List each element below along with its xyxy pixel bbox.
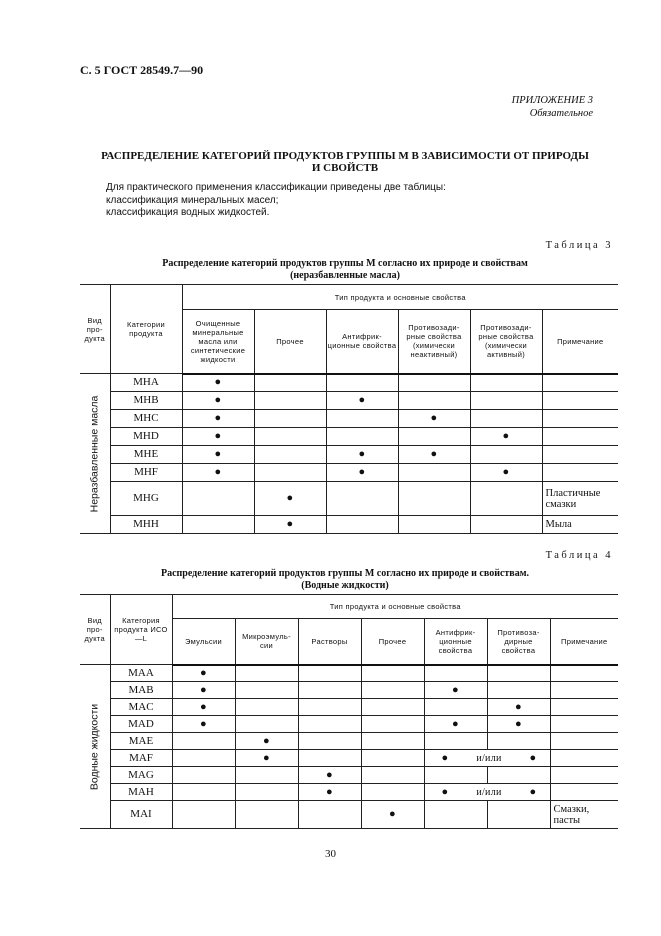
mark-cell	[172, 750, 235, 767]
mark-cell	[235, 733, 298, 750]
mark-cell-either	[424, 750, 550, 767]
mark-cell	[182, 410, 254, 428]
mark-cell	[298, 767, 361, 784]
column-header: Антифрик-ционные свойства	[326, 310, 398, 374]
mark-cell	[424, 699, 487, 716]
column-header: Противоза-дирные свойства	[487, 619, 550, 665]
note-cell	[550, 733, 618, 750]
column-header: Эмульсии	[172, 619, 235, 665]
table-row	[80, 374, 618, 392]
table-row	[80, 750, 618, 767]
column-header: Антифрик-ционные свойства	[424, 619, 487, 665]
table3-caption-line1: Распределение категорий продуктов группы М согласно их природе и свойствам	[162, 258, 528, 269]
mark-cell-either	[424, 784, 550, 801]
header-group: Тип продукта и основные свойства	[172, 595, 618, 619]
table-row	[80, 767, 618, 784]
document-title-line1: РАСПРЕДЕЛЕНИЕ КАТЕГОРИЙ ПРОДУКТОВ ГРУППЫ М В ЗАВИСИМОСТИ ОТ ПРИРОДЫ	[101, 150, 589, 162]
note-cell: Пластичные смазки	[542, 482, 618, 516]
mark-cell	[254, 446, 326, 464]
mark-cell	[172, 716, 235, 733]
mark-cell	[254, 516, 326, 534]
mark-cell	[182, 482, 254, 516]
mark-cell	[254, 410, 326, 428]
mark-cell	[254, 374, 326, 392]
column-header: Растворы	[298, 619, 361, 665]
intro-line: классификация минеральных масел;	[106, 194, 279, 206]
mark-cell	[298, 665, 361, 682]
mark-cell	[326, 446, 398, 464]
mark-cell	[470, 516, 542, 534]
category-code: MHC	[110, 410, 182, 428]
table3	[80, 284, 618, 534]
mark-cell	[254, 482, 326, 516]
column-header: Прочее	[254, 310, 326, 374]
either-conjunction: и/или	[476, 752, 502, 764]
mark-cell	[361, 716, 424, 733]
mark-cell	[326, 410, 398, 428]
header-category: Категории продукта	[110, 285, 182, 374]
note-cell	[542, 410, 618, 428]
mark-cell	[470, 428, 542, 446]
mark-cell	[235, 682, 298, 699]
table-row	[80, 516, 618, 534]
mark-cell	[172, 699, 235, 716]
note-cell	[542, 392, 618, 410]
mark-cell	[398, 446, 470, 464]
category-code: MHF	[110, 464, 182, 482]
mark-cell	[182, 374, 254, 392]
mark-cell	[182, 464, 254, 482]
header-product-kind: Вид про-дукта	[80, 285, 110, 374]
category-code: MAG	[110, 767, 172, 784]
intro-paragraph	[106, 182, 446, 220]
property-dot: ●	[286, 492, 294, 504]
product-group-label: Неразбавленные масла	[88, 395, 101, 512]
header-category: Категория продукта ИСО—L	[110, 595, 172, 665]
table-row	[80, 784, 618, 801]
table-row	[80, 716, 618, 733]
note-cell	[542, 374, 618, 392]
category-code: MHE	[110, 446, 182, 464]
mark-cell	[470, 464, 542, 482]
mark-cell	[235, 699, 298, 716]
mark-cell	[487, 699, 550, 716]
note-cell	[550, 699, 618, 716]
note-cell	[550, 784, 618, 801]
property-dot: ●	[502, 466, 510, 478]
property-dot: ●	[326, 768, 333, 781]
mark-cell	[487, 733, 550, 750]
category-code: MAH	[110, 784, 172, 801]
mark-cell	[172, 733, 235, 750]
category-code: MAF	[110, 750, 172, 767]
property-dot: ●	[529, 785, 537, 798]
note-cell	[550, 767, 618, 784]
mark-cell	[254, 392, 326, 410]
table3-label: Таблица 3	[545, 240, 613, 251]
note-cell	[550, 682, 618, 699]
mark-cell	[398, 374, 470, 392]
table4-caption-line1: Распределение категорий продуктов группы М согласно их природе и свойствам.	[160, 568, 530, 579]
column-header: Прочее	[361, 619, 424, 665]
mark-cell	[172, 767, 235, 784]
mark-cell	[235, 784, 298, 801]
mark-cell	[361, 682, 424, 699]
mark-cell	[298, 733, 361, 750]
category-code: MHG	[110, 482, 182, 516]
category-code: MAI	[110, 801, 172, 829]
property-dot: ●	[286, 518, 294, 530]
mark-cell	[487, 767, 550, 784]
mark-cell	[182, 392, 254, 410]
document-title	[80, 150, 610, 174]
column-header: Противозади-рные свойства (химически активный)	[470, 310, 542, 374]
mark-cell	[487, 682, 550, 699]
page-number: 30	[325, 848, 336, 860]
mark-cell	[424, 716, 487, 733]
category-code: MAB	[110, 682, 172, 699]
property-dot: ●	[214, 376, 222, 389]
property-dot: ●	[326, 785, 333, 798]
appendix-title: ПРИЛОЖЕНИЕ 3	[511, 95, 593, 106]
mark-cell	[398, 392, 470, 410]
mark-cell	[235, 750, 298, 767]
property-dot: ●	[263, 751, 270, 764]
document-title-line2: И СВОЙСТВ	[311, 162, 379, 174]
mark-cell	[298, 784, 361, 801]
mark-cell	[298, 801, 361, 829]
category-code: MHH	[110, 516, 182, 534]
mark-cell	[424, 665, 487, 682]
property-dot: ●	[263, 734, 270, 747]
note-cell: Смазки, пасты	[550, 801, 618, 829]
note-cell	[550, 750, 618, 767]
mark-cell	[361, 699, 424, 716]
property-dot: ●	[214, 466, 222, 478]
mark-cell	[326, 392, 398, 410]
mark-cell	[298, 699, 361, 716]
category-code: MAD	[110, 716, 172, 733]
mark-cell	[361, 784, 424, 801]
mark-cell	[235, 767, 298, 784]
mark-cell	[470, 446, 542, 464]
mark-cell	[235, 716, 298, 733]
category-code: MAA	[110, 665, 172, 682]
mark-cell	[424, 801, 487, 829]
mark-cell	[398, 428, 470, 446]
intro-line: классификация водных жидкостей.	[106, 207, 270, 218]
mark-cell	[172, 784, 235, 801]
mark-cell	[326, 464, 398, 482]
note-cell: Мыла	[542, 516, 618, 534]
column-header: Примечание	[542, 310, 618, 374]
mark-cell	[470, 410, 542, 428]
mark-cell	[487, 716, 550, 733]
mark-cell	[470, 482, 542, 516]
property-dot: ●	[452, 683, 459, 696]
either-marks	[426, 751, 549, 764]
mark-cell	[424, 767, 487, 784]
header-group: Тип продукта и основные свойства	[182, 285, 618, 310]
mark-cell	[172, 682, 235, 699]
mark-cell	[470, 374, 542, 392]
mark-cell	[424, 733, 487, 750]
mark-cell	[398, 516, 470, 534]
intro-line: Для практического применения классификации приведены две таблицы:	[106, 182, 446, 193]
property-dot: ●	[389, 808, 396, 820]
page-header: С. 5 ГОСТ 28549.7—90	[80, 63, 204, 77]
mark-cell	[398, 464, 470, 482]
table-row	[80, 801, 618, 829]
mark-cell	[298, 750, 361, 767]
table-row	[80, 665, 618, 682]
product-group-label: Водные жидкости	[88, 703, 101, 790]
mark-cell	[487, 801, 550, 829]
mark-cell	[361, 733, 424, 750]
table4	[80, 594, 618, 829]
mark-cell	[361, 801, 424, 829]
table-row	[80, 733, 618, 750]
mark-cell	[254, 464, 326, 482]
note-cell	[542, 446, 618, 464]
property-dot: ●	[529, 751, 537, 764]
mark-cell	[326, 428, 398, 446]
either-conjunction: и/или	[476, 786, 502, 798]
mark-cell	[182, 446, 254, 464]
mark-cell	[182, 516, 254, 534]
property-dot: ●	[358, 466, 366, 478]
mark-cell	[398, 410, 470, 428]
appendix-subtitle: Обязательное	[529, 108, 593, 119]
table-row	[80, 464, 618, 482]
mark-cell	[487, 665, 550, 682]
mark-cell	[298, 716, 361, 733]
property-dot: ●	[441, 785, 449, 798]
either-marks	[426, 785, 549, 798]
mark-cell	[235, 801, 298, 829]
property-dot: ●	[441, 751, 449, 764]
property-dot: ●	[515, 700, 522, 713]
property-dot: ●	[200, 683, 207, 696]
property-dot: ●	[214, 430, 222, 442]
property-dot: ●	[200, 666, 207, 679]
category-code: MAE	[110, 733, 172, 750]
property-dot: ●	[214, 412, 222, 424]
mark-cell	[326, 374, 398, 392]
mark-cell	[326, 516, 398, 534]
mark-cell	[254, 428, 326, 446]
column-header: Микроэмуль-сии	[235, 619, 298, 665]
table3-caption-line2: (неразбавленные масла)	[290, 269, 400, 281]
table-row	[80, 699, 618, 716]
property-dot: ●	[358, 394, 366, 406]
mark-cell	[424, 682, 487, 699]
mark-cell	[470, 392, 542, 410]
note-cell	[550, 716, 618, 733]
table-row	[80, 482, 618, 516]
category-code: MHA	[110, 374, 182, 392]
property-dot: ●	[214, 394, 222, 406]
product-group-cell	[80, 665, 110, 829]
mark-cell	[172, 801, 235, 829]
product-group-cell	[80, 374, 110, 534]
mark-cell	[361, 767, 424, 784]
table-row	[80, 410, 618, 428]
column-header: Противозади-рные свойства (химически неактивный)	[398, 310, 470, 374]
table4-label: Таблица 4	[545, 550, 613, 561]
header-product-kind: Вид про-дукта	[80, 595, 110, 665]
mark-cell	[361, 665, 424, 682]
property-dot: ●	[430, 448, 438, 460]
property-dot: ●	[214, 448, 222, 460]
mark-cell	[182, 428, 254, 446]
mark-cell	[398, 482, 470, 516]
property-dot: ●	[515, 717, 522, 730]
table-row	[80, 428, 618, 446]
property-dot: ●	[430, 412, 438, 424]
note-cell	[550, 665, 618, 682]
table4-caption	[90, 568, 600, 591]
mark-cell	[298, 682, 361, 699]
property-dot: ●	[200, 717, 207, 730]
table-row	[80, 682, 618, 699]
property-dot: ●	[200, 700, 207, 713]
table4-caption-line2: (Водные жидкости)	[301, 579, 389, 591]
column-header: Примечание	[550, 619, 618, 665]
category-code: MHD	[110, 428, 182, 446]
column-header: Очищенные минеральные масла или синтетические жидкости	[182, 310, 254, 374]
category-code: MHB	[110, 392, 182, 410]
property-dot: ●	[358, 448, 366, 460]
mark-cell	[361, 750, 424, 767]
mark-cell	[235, 665, 298, 682]
property-dot: ●	[502, 430, 510, 442]
mark-cell	[172, 665, 235, 682]
mark-cell	[326, 482, 398, 516]
table3-caption	[90, 258, 600, 281]
category-code: MAC	[110, 699, 172, 716]
note-cell	[542, 464, 618, 482]
appendix-label	[512, 94, 593, 120]
table-row	[80, 446, 618, 464]
table-row	[80, 392, 618, 410]
property-dot: ●	[452, 717, 459, 730]
note-cell	[542, 428, 618, 446]
